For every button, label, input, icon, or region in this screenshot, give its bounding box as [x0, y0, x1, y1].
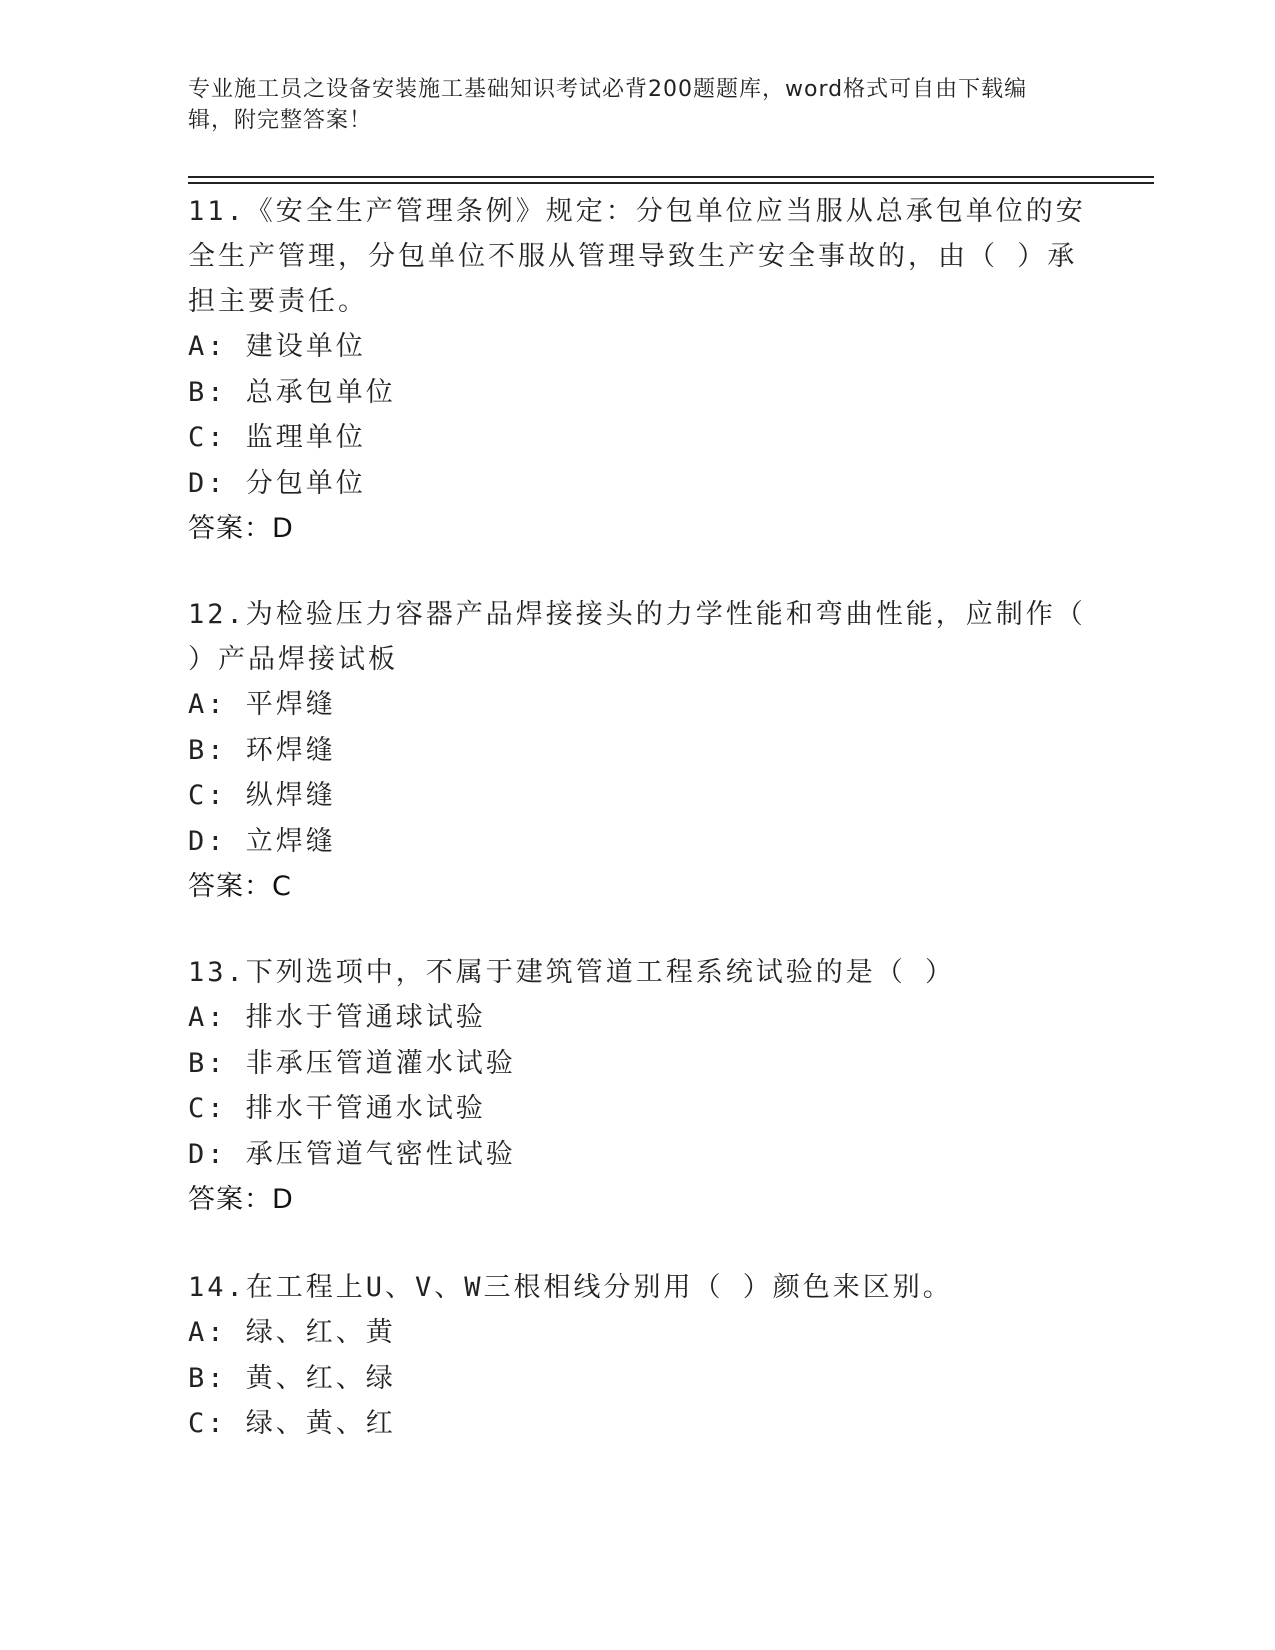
option-b: B: 黄、红、绿 — [188, 1362, 396, 1394]
option-d: D: 承压管道气密性试验 — [188, 1138, 516, 1170]
answer-value: D — [272, 513, 293, 544]
option-d: D: 分包单位 — [188, 467, 366, 499]
answer-value: C — [272, 871, 291, 902]
answer-value: D — [272, 1184, 293, 1215]
answer-label: 答案： — [188, 1184, 272, 1215]
option-b: B: 非承压管道灌水试验 — [188, 1047, 516, 1079]
answer-line — [188, 506, 1088, 552]
option-b: B: 总承包单位 — [188, 376, 396, 408]
question-text: 13.下列选项中，不属于建筑管道工程系统试验的是（ ） — [188, 957, 956, 988]
answer-label: 答案： — [188, 871, 272, 902]
option-c: C: 排水干管通水试验 — [188, 1093, 486, 1124]
question-11 — [188, 189, 1088, 552]
option-c: C: 绿、黄、红 — [188, 1408, 396, 1439]
header-divider-top — [188, 176, 1154, 178]
answer-label: 答案： — [188, 513, 272, 544]
question-12 — [188, 592, 1088, 910]
question-text: 14.在工程上U、V、W三根相线分别用（ ）颜色来区别。 — [188, 1272, 953, 1303]
question-14 — [188, 1265, 1088, 1447]
question-13 — [188, 950, 1088, 1223]
option-c: C: 监理单位 — [188, 422, 366, 453]
option-a: A: 平焊缝 — [188, 689, 336, 720]
option-d: D: 立焊缝 — [188, 825, 336, 857]
option-a: A: 建设单位 — [188, 331, 366, 362]
question-text: 11.《安全生产管理条例》规定：分包单位应当服从总承包单位的安全生产管理，分包单位不服从管理导致生产安全事故的，由（ ）承担主要责任。 — [188, 196, 1086, 317]
answer-line — [188, 864, 1088, 910]
option-b: B: 环焊缝 — [188, 734, 336, 766]
document-title: 专业施工员之设备安装施工基础知识考试必背200题题库，word格式可自由下载编辑，附完整答案！ — [188, 77, 1028, 133]
question-text: 12.为检验压力容器产品焊接接头的力学性能和弯曲性能，应制作（ ）产品焊接试板 — [188, 599, 1086, 675]
option-c: C: 纵焊缝 — [188, 780, 336, 811]
answer-line — [188, 1177, 1088, 1223]
header-divider-bottom — [188, 182, 1154, 184]
option-a: A: 排水于管通球试验 — [188, 1002, 486, 1033]
option-a: A: 绿、红、黄 — [188, 1317, 396, 1348]
